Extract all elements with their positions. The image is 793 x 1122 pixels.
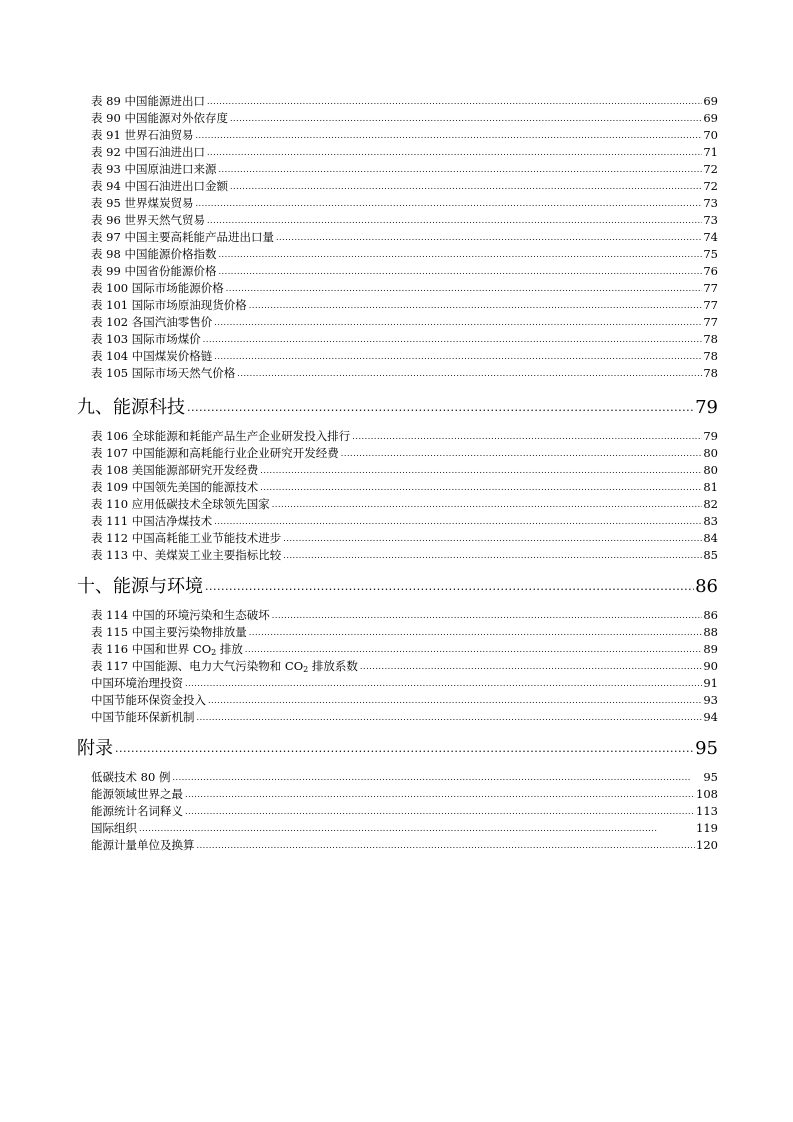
dot-leader xyxy=(249,623,703,641)
toc-entry-page: 91 xyxy=(703,676,718,690)
toc-entry-label: 表 109 中国领先美国的能源技术 xyxy=(91,480,259,494)
toc-entry-page: 85 xyxy=(703,548,718,562)
toc-entry[interactable] xyxy=(91,786,718,803)
toc-entry[interactable] xyxy=(91,348,718,365)
dot-leader xyxy=(195,194,702,212)
dot-leader xyxy=(341,444,703,462)
toc-entry-page: 86 xyxy=(703,608,718,622)
toc-entry[interactable] xyxy=(91,641,718,658)
dot-leader xyxy=(283,546,702,564)
dot-leader xyxy=(272,495,703,513)
dot-leader xyxy=(203,330,703,348)
toc-entry[interactable] xyxy=(91,331,718,348)
toc-entry[interactable] xyxy=(91,709,718,726)
toc-entry[interactable] xyxy=(91,93,718,110)
toc-entry-label: 能源统计名词释义 xyxy=(91,804,183,818)
toc-entry-label: 能源计量单位及换算 xyxy=(91,838,195,852)
toc-entry[interactable] xyxy=(91,246,718,263)
toc-entry-label: 表 92 中国石油进出口 xyxy=(91,145,205,159)
toc-entry[interactable] xyxy=(91,769,718,786)
toc-entry-page: 83 xyxy=(703,514,718,528)
toc-entry-page: 76 xyxy=(703,264,718,278)
dot-leader xyxy=(283,529,702,547)
dot-leader xyxy=(360,657,702,675)
toc-entry-label: 表 91 世界石油贸易 xyxy=(91,128,194,142)
toc-entry-label: 表 110 应用低碳技术全球领先国家 xyxy=(91,497,270,511)
toc-entry-page: 84 xyxy=(703,531,718,545)
toc-entry-label: 表 105 国际市场天然气价格 xyxy=(91,366,236,380)
toc-entry-page: 119 xyxy=(696,821,718,835)
toc-entry-page: 75 xyxy=(703,247,718,261)
dot-leader xyxy=(260,461,702,479)
dot-leader xyxy=(185,785,695,803)
toc-entry-label: 中国环境治理投资 xyxy=(91,676,183,690)
toc-entry[interactable] xyxy=(91,624,718,641)
dot-leader xyxy=(139,819,695,837)
toc-entry-page: 73 xyxy=(703,196,718,210)
toc-entry-label: 表 113 中、美煤炭工业主要指标比较 xyxy=(91,548,282,562)
dot-leader xyxy=(230,109,702,127)
toc-entry-page: 69 xyxy=(703,111,718,125)
dot-leader xyxy=(272,606,703,624)
dot-leader xyxy=(237,364,702,382)
dot-leader xyxy=(197,708,703,726)
dot-leader xyxy=(218,160,702,178)
toc-entry-label: 表 104 中国煤炭价格链 xyxy=(91,349,213,363)
toc-entry-page: 93 xyxy=(703,693,718,707)
toc-entry-page: 78 xyxy=(703,349,718,363)
toc-entry[interactable] xyxy=(91,496,718,513)
toc-entry-label: 表 97 中国主要高耗能产品进出口量 xyxy=(91,230,274,244)
toc-section-page: 95 xyxy=(695,738,718,759)
dot-leader xyxy=(185,802,695,820)
toc-entry-page: 90 xyxy=(703,659,718,673)
dot-leader xyxy=(260,478,702,496)
toc-entry[interactable] xyxy=(91,462,718,479)
toc-entry[interactable] xyxy=(91,314,718,331)
toc-entry[interactable] xyxy=(91,547,718,564)
toc-entry-page: 120 xyxy=(696,838,718,852)
toc-entry-page: 80 xyxy=(703,463,718,477)
dot-leader xyxy=(214,512,702,530)
dot-leader xyxy=(207,92,702,110)
toc-entry-label: 表 107 中国能源和高耗能行业企业研究开发经费 xyxy=(91,446,339,460)
toc-entry-label: 表 116 中国和世界 $CO_2$ 排放 xyxy=(91,642,243,657)
toc-entry-label: 能源领域世界之最 xyxy=(91,787,183,801)
toc-entry[interactable] xyxy=(91,513,718,530)
toc-entry-page: 94 xyxy=(703,710,718,724)
toc-entry-label: 表 102 各国汽油零售价 xyxy=(91,315,213,329)
toc-entry[interactable] xyxy=(91,428,718,445)
toc-entry-page: 88 xyxy=(703,625,718,639)
toc-section-energy-environment[interactable] xyxy=(77,575,718,599)
toc-entry-label: 表 89 中国能源进出口 xyxy=(91,94,205,108)
toc-entry-page: 82 xyxy=(703,497,718,511)
toc-entry-page: 108 xyxy=(696,787,718,801)
toc-entry[interactable] xyxy=(91,195,718,212)
toc-section-energy-technology[interactable] xyxy=(77,396,718,420)
toc-entry-page: 69 xyxy=(703,94,718,108)
toc-entry-page: 77 xyxy=(703,281,718,295)
toc-entry-page: 78 xyxy=(703,332,718,346)
toc-section-page: 79 xyxy=(695,397,718,418)
toc-entry-label: 表 94 中国石油进出口金额 xyxy=(91,179,228,193)
toc-entry-label: 表 95 世界煤炭贸易 xyxy=(91,196,194,210)
toc-entry-page: 79 xyxy=(703,429,718,443)
toc-entry[interactable] xyxy=(91,658,718,675)
toc-entry-page: 95 xyxy=(703,770,718,784)
toc-entry[interactable] xyxy=(91,229,718,246)
toc-entry[interactable] xyxy=(91,837,718,854)
toc-entry-page: 113 xyxy=(696,804,718,818)
toc-entry[interactable] xyxy=(91,297,718,314)
dot-leader xyxy=(208,691,702,709)
dot-leader xyxy=(276,228,702,246)
toc-entry-label: 表 93 中国原油进口来源 xyxy=(91,162,217,176)
toc-entry-label: 表 106 全球能源和耗能产品生产企业研发投入排行 xyxy=(91,429,351,443)
dot-leader xyxy=(207,211,702,229)
toc-entry-label: 国际组织 xyxy=(91,821,137,835)
toc-entry[interactable] xyxy=(91,607,718,624)
toc-entry-page: 72 xyxy=(703,179,718,193)
toc-entry-label: 表 98 中国能源价格指数 xyxy=(91,247,217,261)
toc-entry[interactable] xyxy=(91,161,718,178)
dot-leader xyxy=(172,768,702,786)
toc-entry[interactable] xyxy=(91,263,718,280)
toc-entry[interactable] xyxy=(91,127,718,144)
toc-section-page: 86 xyxy=(695,576,718,597)
toc-entry-page: 73 xyxy=(703,213,718,227)
toc-entry-label: 表 112 中国高耗能工业节能技术进步 xyxy=(91,531,282,545)
toc-entry-page: 77 xyxy=(703,298,718,312)
toc-section-label: 十、能源与环境 xyxy=(77,576,203,597)
toc-entry[interactable] xyxy=(91,530,718,547)
toc-entry-label: 表 108 美国能源部研究开发经费 xyxy=(91,463,259,477)
toc-section-label: 附录 xyxy=(77,738,113,759)
toc-entry-label: 表 117 中国能源、电力大气污染物和 $CO_2$ 排放系数 xyxy=(91,659,358,674)
toc-entry-page: 77 xyxy=(703,315,718,329)
toc-entry-page: 71 xyxy=(703,145,718,159)
toc-entry[interactable] xyxy=(91,212,718,229)
toc-entry-label: 表 100 国际市场能源价格 xyxy=(91,281,224,295)
toc-entry[interactable] xyxy=(91,144,718,161)
toc-entry-page: 74 xyxy=(703,230,718,244)
toc-entry-page: 81 xyxy=(703,480,718,494)
toc-entry[interactable] xyxy=(91,365,718,382)
dot-leader xyxy=(187,394,694,420)
dot-leader xyxy=(226,279,703,297)
toc-entry[interactable] xyxy=(91,110,718,127)
toc-entry-label: 表 90 中国能源对外依存度 xyxy=(91,111,228,125)
toc-entry[interactable] xyxy=(91,445,718,462)
toc-entry-page: 78 xyxy=(703,366,718,380)
toc-entry-label: 低碳技术 80 例 xyxy=(91,770,171,784)
toc-section-appendix[interactable] xyxy=(77,737,718,761)
toc-entry-page: 70 xyxy=(703,128,718,142)
toc-entry[interactable] xyxy=(91,479,718,496)
dot-leader xyxy=(214,313,702,331)
dot-leader xyxy=(249,296,703,314)
dot-leader xyxy=(230,177,702,195)
dot-leader xyxy=(205,573,694,599)
toc-entry[interactable] xyxy=(91,675,718,692)
dot-leader xyxy=(195,126,702,144)
toc-entry-label: 表 103 国际市场煤价 xyxy=(91,332,201,346)
dot-leader xyxy=(214,347,702,365)
toc-entry-page: 89 xyxy=(703,642,718,656)
toc-entry-label: 中国节能环保资金投入 xyxy=(91,693,206,707)
toc-entry-label: 表 114 中国的环境污染和生态破坏 xyxy=(91,608,270,622)
toc-entry[interactable] xyxy=(91,692,718,709)
toc-entry-label: 表 111 中国洁净煤技术 xyxy=(91,514,213,528)
dot-leader xyxy=(352,427,702,445)
toc-entry-page: 72 xyxy=(703,162,718,176)
toc-entry[interactable] xyxy=(91,280,718,297)
toc-entry[interactable] xyxy=(91,803,718,820)
dot-leader xyxy=(207,143,702,161)
dot-leader xyxy=(245,640,702,658)
dot-leader xyxy=(197,836,696,854)
dot-leader xyxy=(218,262,702,280)
dot-leader xyxy=(218,245,702,263)
toc-entry-label: 表 115 中国主要污染物排放量 xyxy=(91,625,247,639)
toc-entry-page: 80 xyxy=(703,446,718,460)
toc-section-label: 九、能源科技 xyxy=(77,397,185,418)
toc-entry-label: 表 96 世界天然气贸易 xyxy=(91,213,205,227)
dot-leader xyxy=(185,674,702,692)
toc-entry-label: 中国节能环保新机制 xyxy=(91,710,195,724)
toc-entry-label: 表 99 中国省份能源价格 xyxy=(91,264,217,278)
dot-leader xyxy=(115,735,694,761)
toc-entry[interactable] xyxy=(91,820,718,837)
toc-entry-label: 表 101 国际市场原油现货价格 xyxy=(91,298,247,312)
toc-entry[interactable] xyxy=(91,178,718,195)
